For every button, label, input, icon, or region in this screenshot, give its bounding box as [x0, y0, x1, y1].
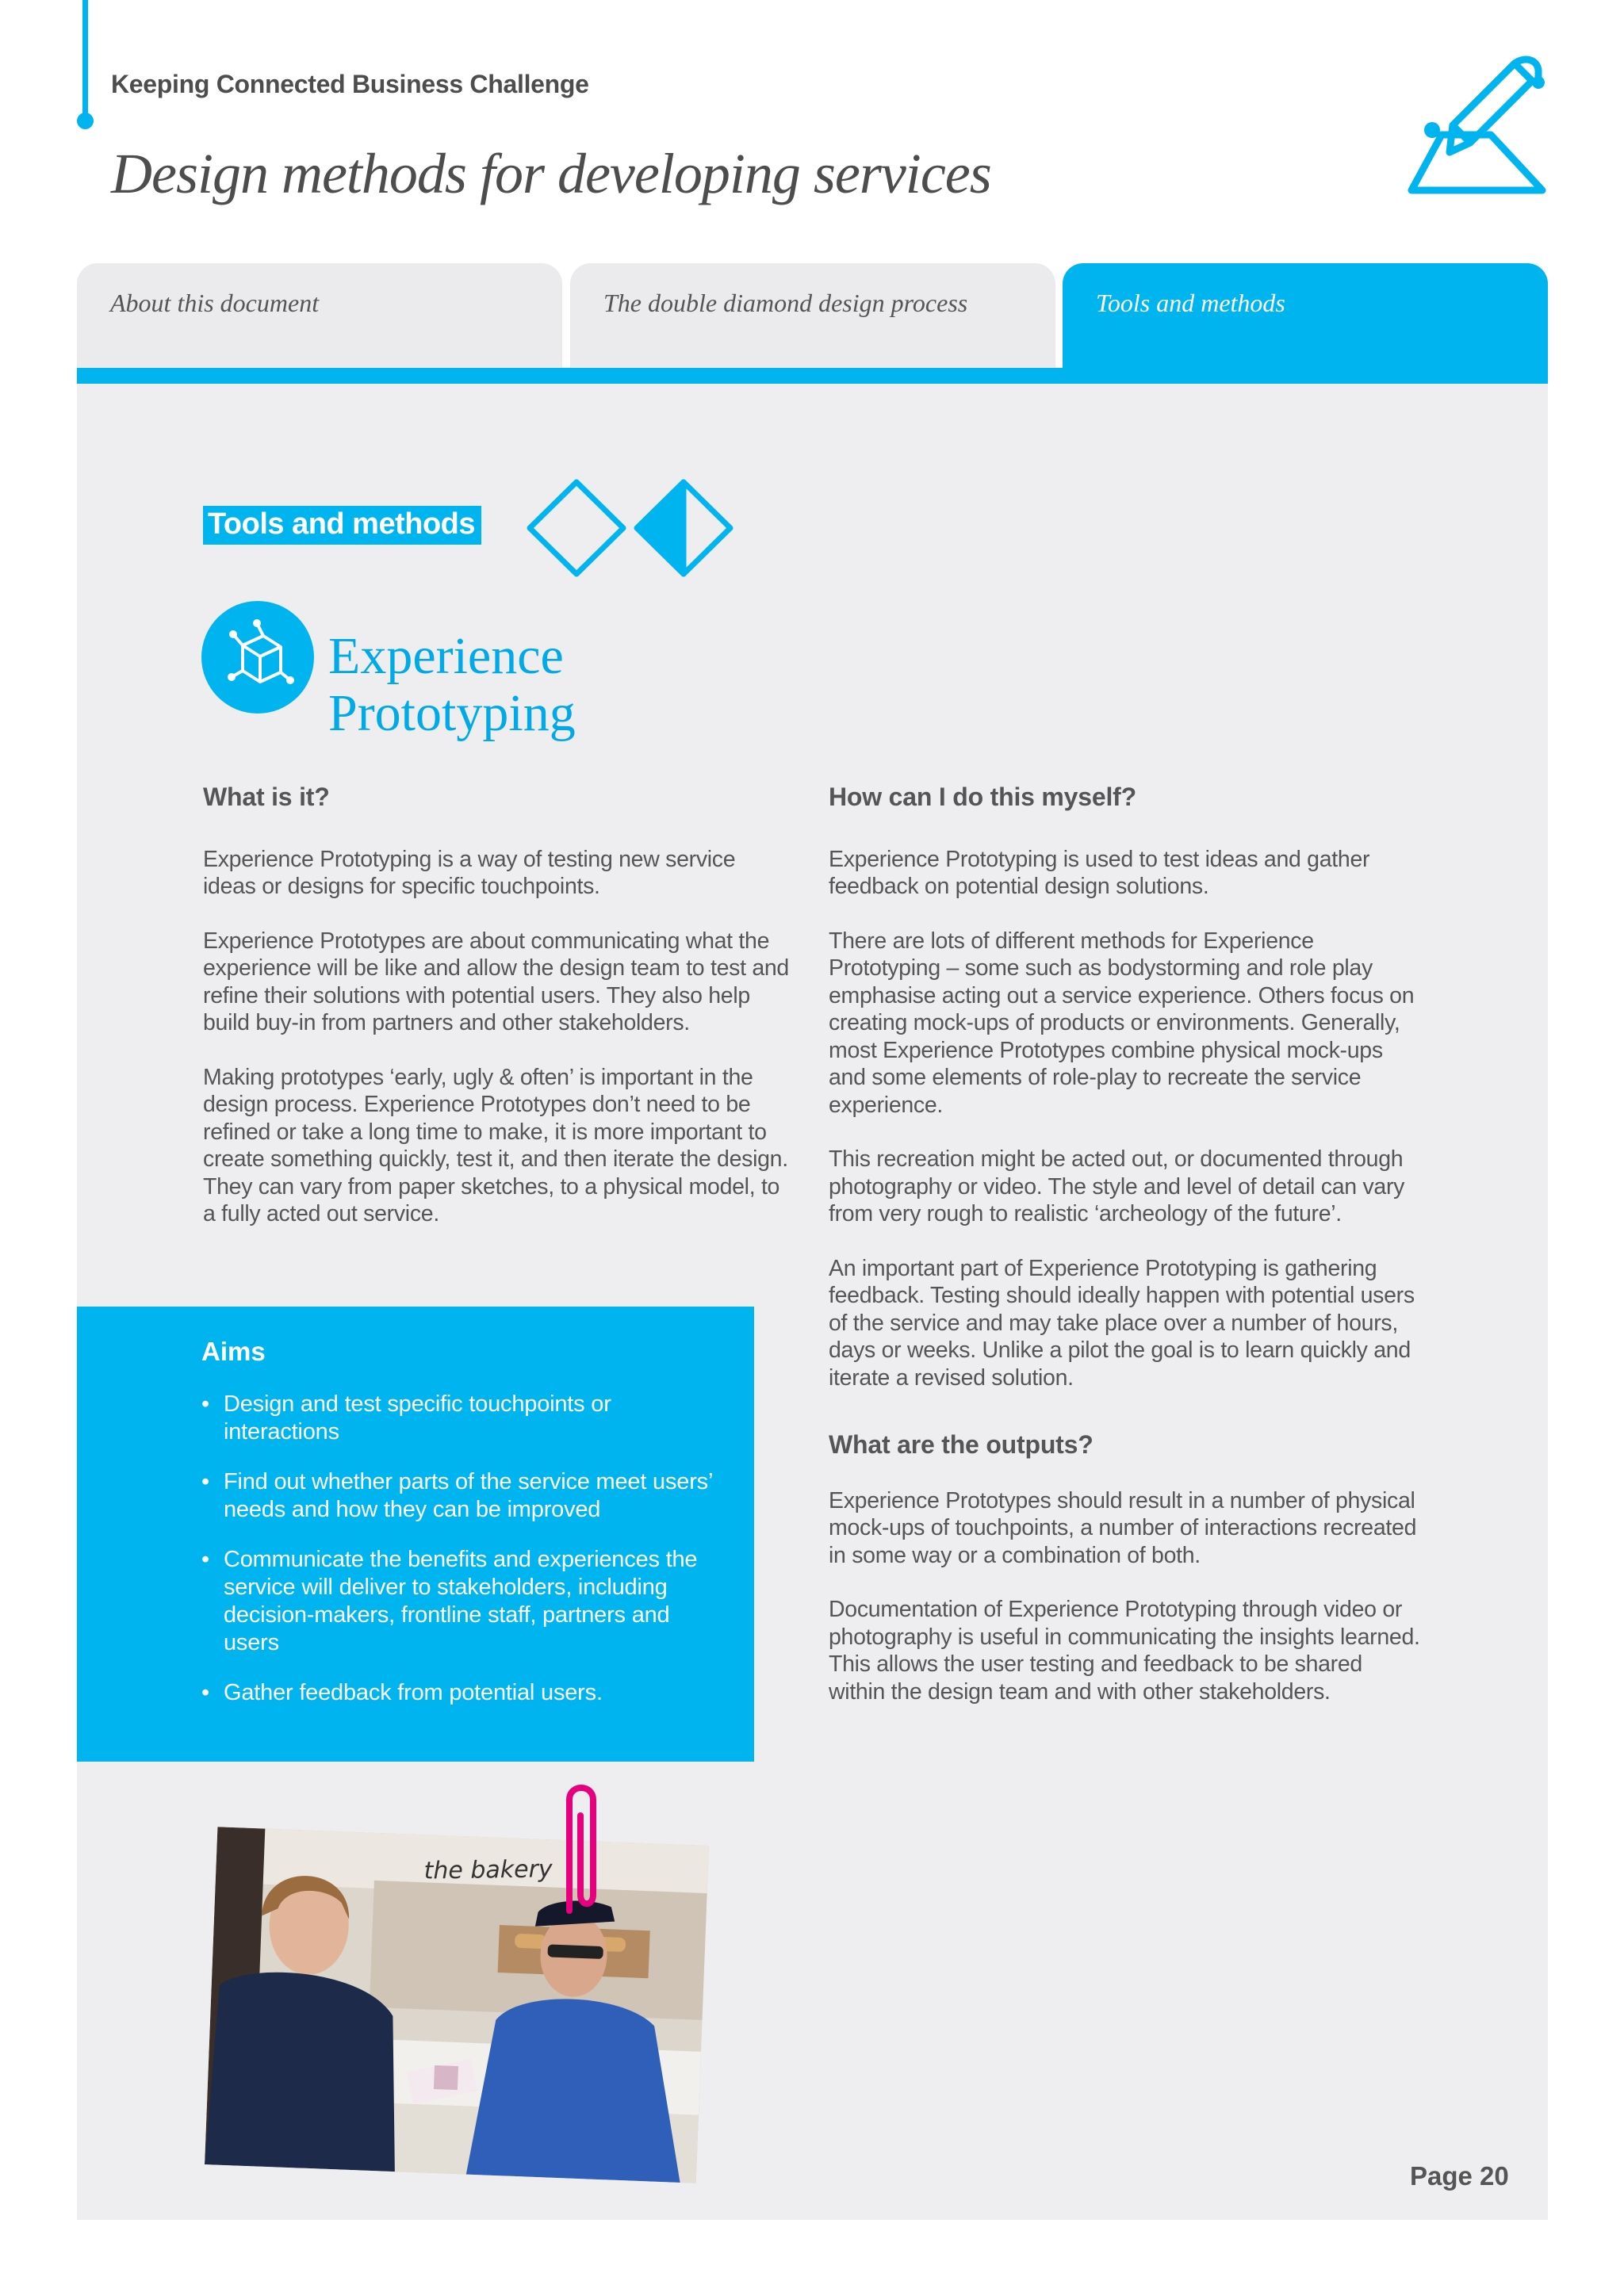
bakery-sign: the bakery — [423, 1855, 553, 1885]
right-paragraph: There are lots of different methods for Experience Prototyping – some such as bodystorming and role play emphasise acting out a service experience. Others focus on creating mock-ups of products or environments. Generally, most Experience Prototypes combine physical mock-ups and some elements of role-play to recreate the service experience. — [829, 928, 1415, 1118]
outputs-paragraph: Experience Prototypes should result in a number of physical mock-ups of touchpoints, a number of interactions recreated in some way or a combination of both. — [829, 1487, 1417, 1568]
right-paragraph: This recreation might be acted out, or documented through photography or video. The style and level of detail can vary from very rough to realistic ‘archeology of the future’. — [829, 1146, 1405, 1226]
right-paragraph: Experience Prototyping is used to test ideas and gather feedback on potential design solutions. — [829, 846, 1370, 899]
page-title: Design methods for developing services — [111, 142, 991, 205]
section-label: Tools and methods — [203, 506, 481, 545]
pencil-design-icon — [1380, 49, 1553, 197]
aims-item: • Design and test specific touchpoints or interactions — [201, 1391, 722, 1446]
header-accent-line — [82, 0, 88, 117]
section-tabs — [77, 263, 1548, 368]
outputs-paragraph: Documentation of Experience Prototyping through video or photography is useful in communicating the insights learned. This allows the user testing and feedback to be shared within the design team and with other stakeholders. — [829, 1597, 1420, 1705]
document-subtitle: Keeping Connected Business Challenge — [111, 70, 589, 98]
method-title-line2: Prototyping — [328, 684, 576, 742]
paperclip-icon — [552, 1776, 607, 1919]
method-title — [328, 628, 576, 742]
how-can-i-heading: How can I do this myself? — [829, 783, 1136, 811]
cube-network-icon — [201, 601, 314, 714]
aims-list — [201, 1391, 722, 1707]
left-paragraph: Experience Prototypes are about communicating what the experience will be like and allow the design team to test and refine their solutions with potential users. They also help build buy-in from partners and other stakeholders. — [203, 928, 789, 1035]
tab-tools-and-methods[interactable]: Tools and methods — [1063, 263, 1548, 368]
aims-item: • Gather feedback from potential users. — [201, 1679, 722, 1707]
right-paragraph: An important part of Experience Prototyping is gathering feedback. Testing should ideally happen with potential users of the service and may take place over a number of hours, days or weeks. Unlike a pilot the goal is to learn quickly and iterate a revised solution. — [829, 1255, 1415, 1391]
left-paragraph: Making prototypes ‘early, ugly & often’ is important in the design process. Experience Prototypes don’t need to be refined or take a long time to make, it is more important to create something quickly, test it, and then iterate the design. They can vary from paper sketches, to a physical model, to a fully acted out service. — [203, 1064, 788, 1226]
aims-box — [77, 1307, 754, 1762]
right-column — [829, 783, 1423, 1732]
method-title-line1: Experience — [328, 627, 564, 685]
what-is-it-heading: What is it? — [203, 783, 330, 811]
double-diamond-icon — [523, 477, 745, 579]
bakery-photo — [205, 1827, 709, 2183]
left-column — [203, 783, 790, 1255]
tab-underline — [77, 368, 1548, 384]
header-accent-dot — [77, 113, 94, 129]
aims-item: • Find out whether parts of the service meet users’ needs and how they can be improved — [201, 1468, 722, 1524]
outputs-heading: What are the outputs? — [829, 1430, 1094, 1459]
page-number: Page 20 — [1410, 2161, 1509, 2191]
aims-item: • Communicate the benefits and experiences the service will deliver to stakeholders, including decision-makers, frontline staff, partners and users — [201, 1546, 722, 1657]
left-paragraph: Experience Prototyping is a way of testing new service ideas or designs for specific touchpoints. — [203, 846, 736, 899]
tab-about-this-document[interactable]: About this document — [77, 263, 562, 368]
aims-heading: Aims — [201, 1337, 266, 1366]
tab-double-diamond[interactable]: The double diamond design process — [570, 263, 1055, 368]
